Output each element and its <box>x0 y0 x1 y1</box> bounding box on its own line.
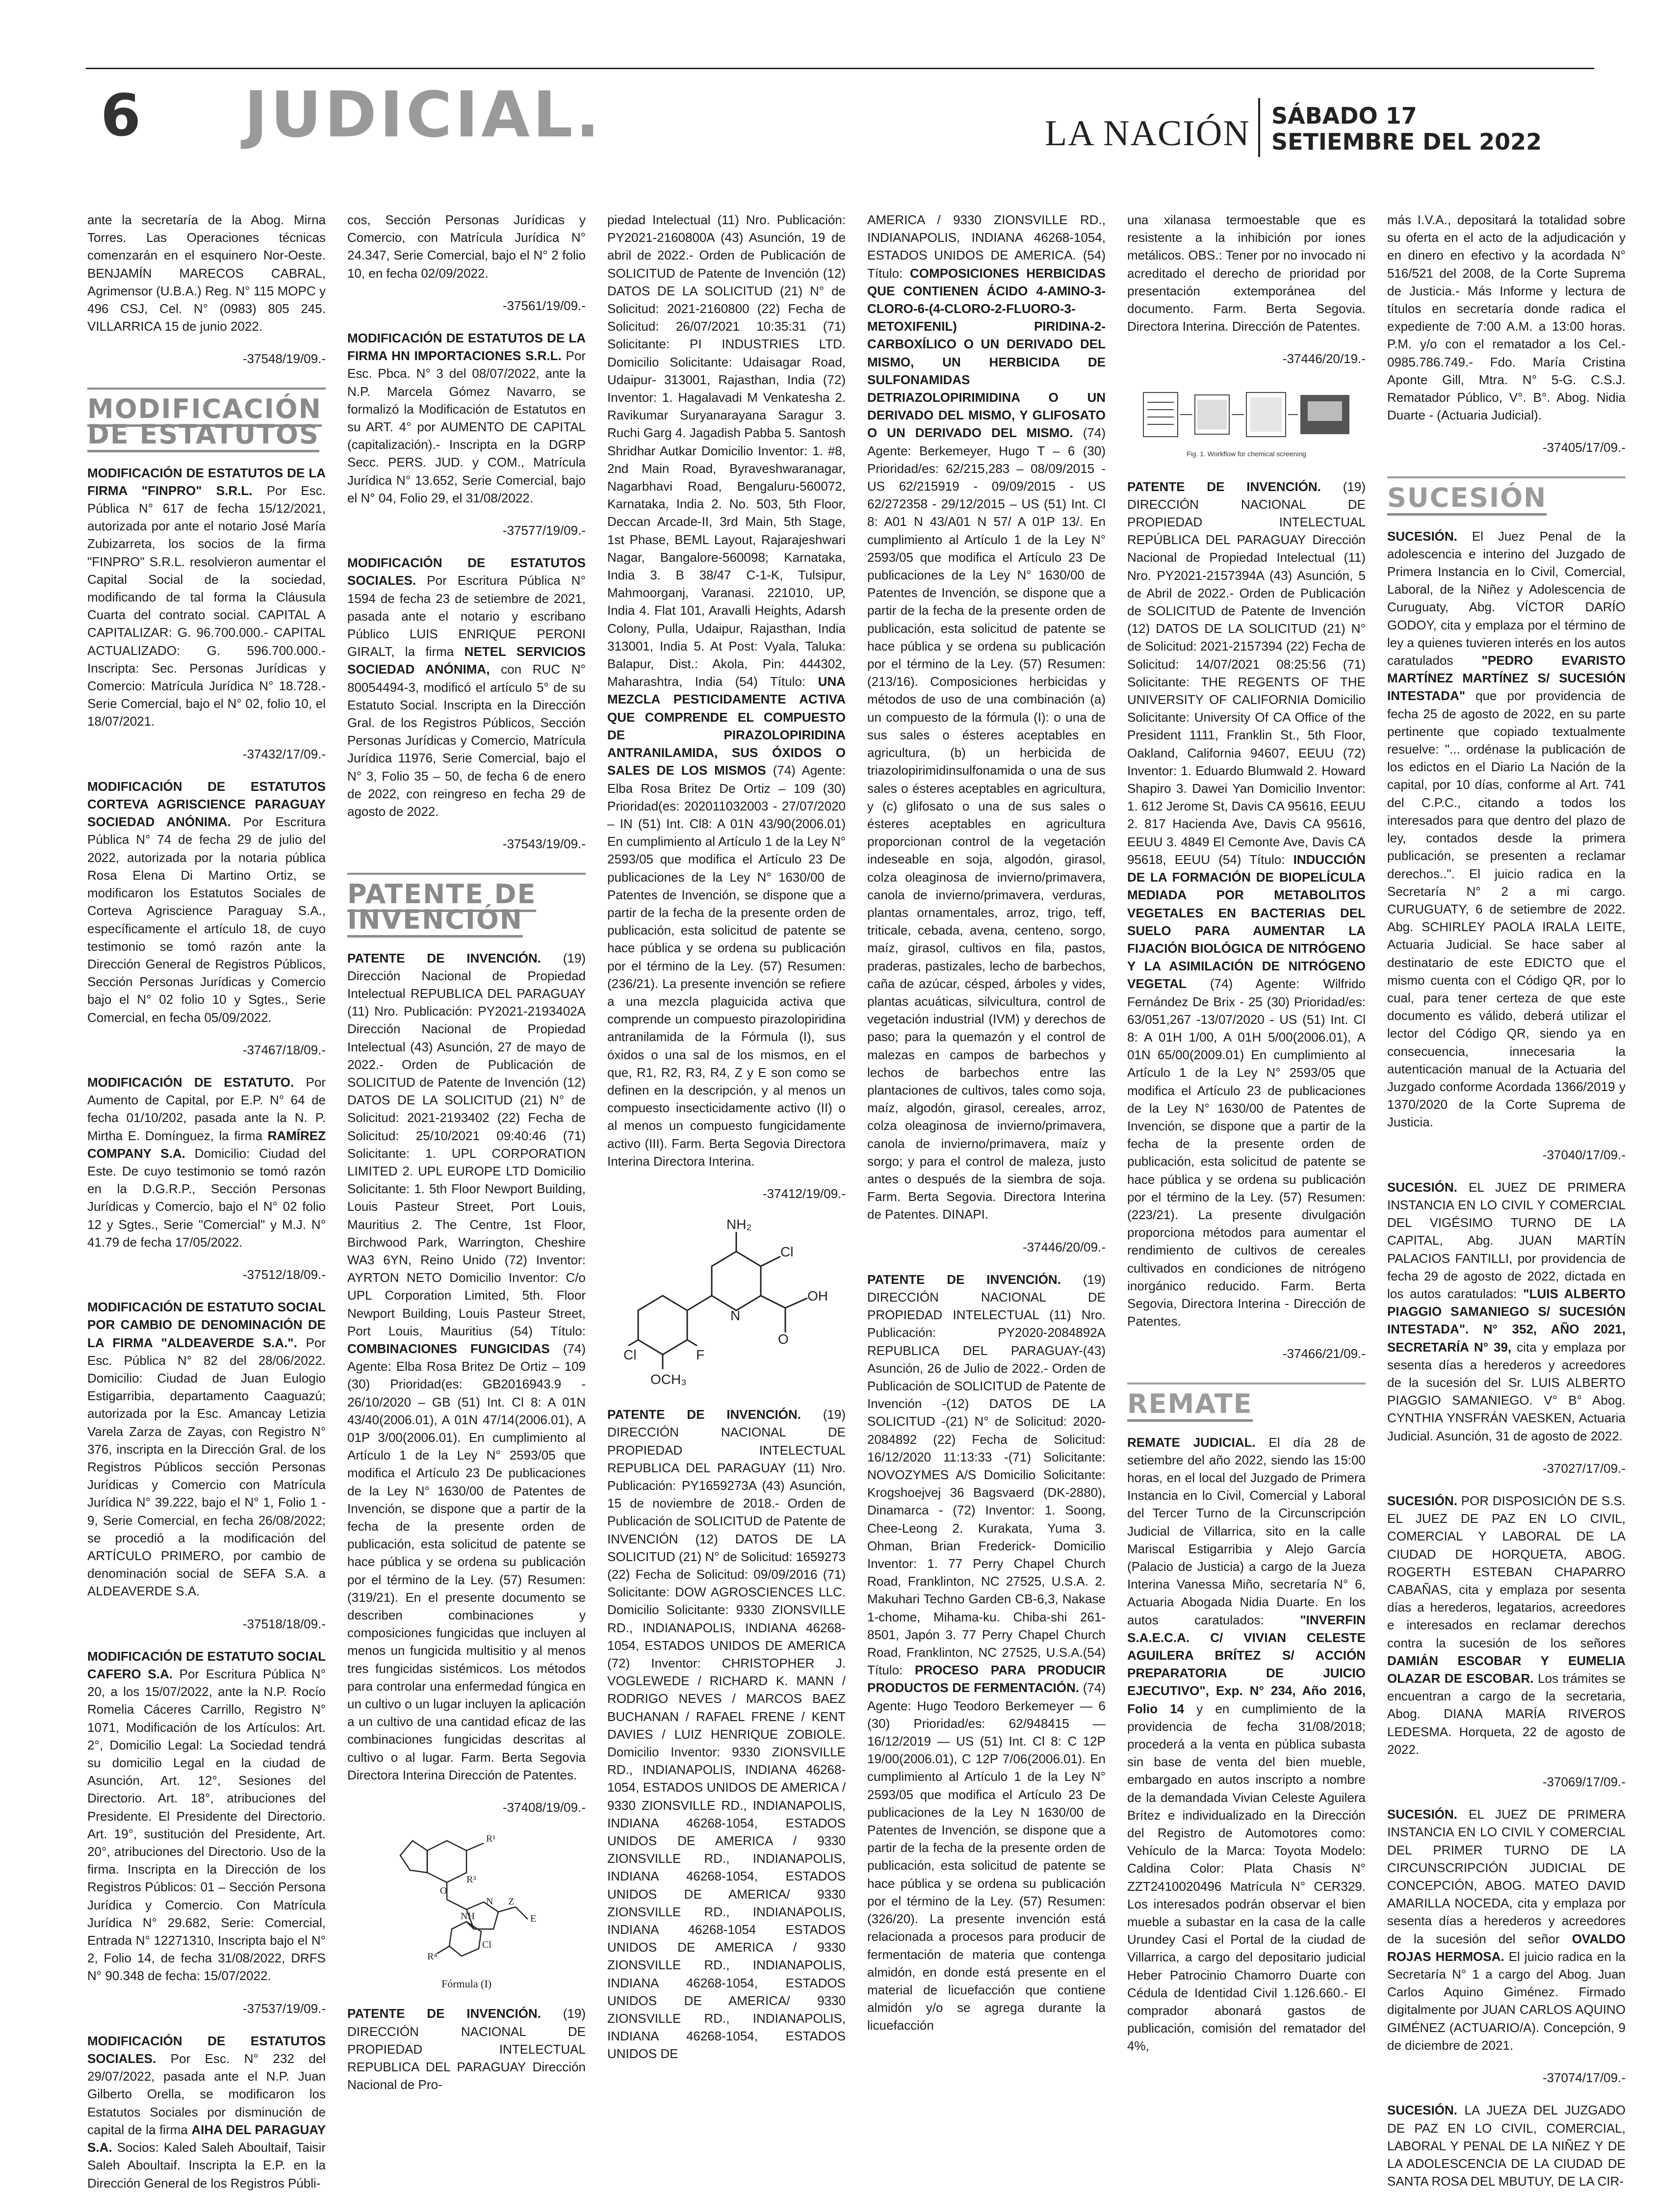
notice-code: -37467/18/09.- <box>242 1042 326 1057</box>
page-number: 6 <box>101 81 141 149</box>
notice-code: -37543/19/09.- <box>502 836 586 852</box>
notice-code: -37446/20/19.- <box>1282 351 1366 366</box>
patent-title: COMPOSICIONES HERBICIDAS QUE CONTIENEN ÁCIDO 4-AMINO-3-CLORO-6-(4-CLORO-2-FLUORO-3-METOXIFENIL) PIRIDINA-2-CARBOXÍLICO O UN DERIVADO DEL MISMO, UN HERBICIDA DE SULFONAMIDAS DETRIAZOLOPIRIMIDINA O UN DERIVADO DEL MISMO, Y GLIFOSATO O UN DERIVADO DEL MISMO. <box>867 265 1106 441</box>
notice-title: PATENTE DE INVENCIÓN. <box>347 950 541 966</box>
notice-body: cita y emplaza por sesenta días a herederos y acreedores de la sucesión del Sr. LUIS ALBERTO PIAGGIO SAMANIEGO. V° B° Abog. CYNTHIA YNSFRÁN VAESKEN, Actuaria Judicial. Asunción, 31 de agosto de 2022. <box>1387 1339 1626 1443</box>
notice-body: (19) DIRECCIÓN NACIONAL DE PROPIEDAD INTELECTUAL REPUBLICA DEL PARAGUAY Dirección Nacional de Pro- <box>347 2006 586 2092</box>
workflow-figure <box>1138 383 1354 466</box>
section-heading-text: SUCESIÓN <box>1387 482 1547 516</box>
notice-code: -37432/17/09.- <box>242 746 326 761</box>
notice-body: con RUC N° 80054494-3, modificó el artículo 5° de su Estatuto Social. Inscripta en la Dirección Gral. de los Registros Públicos, Sección Personas Jurídicas y Comercio, Matrícula Jurídica 11976, Serie Comercial, bajo el N° 3, Folio 35 – 50, de fecha 6 de enero de 2022, con reingreso en fecha 29 de agosto de 2022. <box>347 662 586 819</box>
notice-body: (74) Agente: Berkemeyer, Hugo T – 6 (30) Prioridad/es: 62/215,283 – 08/09/2015 - US 62/215919 - 09/09/2015 - US 62/272358 - 29/12/2015 – US (51) Int. Cl 8: A01 N 43/A01 N 57/ A 01P 13/. En cumplimiento al Artículo 1 de la Ley N° 2593/05 que modifica el Artículo 23 De publicaciones de la Ley N° 1630/00 de Patentes de Invención, se dispone que a partir de la fecha de la presente orden de publicación, esta solicitud de patente se hace pública y se ordena su publicación por el término de la Ley. (57) Resumen: (213/16). Composiciones herbicidas y métodos de uso de una combinación (a) un compuesto de la fórmula (I): o una de sus sales o ésteres aceptables en agricultura, (b) un herbicida de triazolopirimidinsulfonamida o una de sus sales o ésteres aceptables en agricultura, y (c) glifosato o una de sus sales o ésteres aceptables en agricultura proporcionan control de la vegetación indeseable en soja, algodón, girasol, colza oleaginosa de invierno/primavera, canola de invierno/primavera, verduras, plantas ornamentales, arroz, trigo, teff, triticale, cebada, avena, centeno, sorgo, maíz, girasol, cultivos en fila, pastos, praderas, pastizales, lecho de barbechos, caña de azúcar, césped, árboles y vides, plantas acuáticas, silvicultura, control de vegetación industrial (IVM) y derechos de paso; para la quemazón y el control de malezas en campos de barbechos y lechos de barbechos entre las plantaciones de cultivos, tales como soja, maíz, algodón, girasol, cereales, arroz, colza oleaginosa de invierno/primavera, canola de invierno/primavera, maíz y sorgo; y para el control de maleza, justo antes o después de la siembra de soja. Farm. Berta Segovia. Directora Interina de Patentes. DINAPI. <box>867 425 1106 1222</box>
figure-caption: Fórmula (I) <box>441 1978 492 1990</box>
notice <box>1387 1492 1626 1758</box>
notice-code: -37408/19/09.- <box>502 1800 586 1815</box>
notice-body: que por providencia de fecha 25 de agosto de 2022, en su parte pertinente que copiado textualmente resuelve: "... ordénase la publicación de los edictos en el Diario La Nación de la capital, por 10 días, conforme al Art. 741 del C.P.C., citando a todos los interesados para que dentro del plazo de ley, contados desde la primera publicación, se presenten a reclamar derechos..". El juicio radica en la Secretaría N° 2 a mi cargo. CURUGUATY, 6 de setiembre de 2022. Abg. SCHIRLEY PAOLA IRALA LEITE, Actuaria Judicial. Se hace saber al destinatario de este EDICTO que el mismo cuenta con el Código QR, por lo cual, para tener certeza de que este documento es válido, deberá utilizar el lector del Código QR, siendo ya en consecuencia, innecesaria la autenticación manual de la Actuaria del Juzgado conforme Acordada 1366/2019 y 1370/2020 de la Corte Suprema de Justicia. <box>1387 688 1626 1130</box>
notice-text: más I.V.A., depositará la totalidad sobre su oferta en el acto de la adjudicación y en dinero en efectivo y la acordada N° 516/521 del 2008, de la Corte Suprema de Justicia.- Más Informe y lectura de títulos en secretaría donde radica el expediente de 7:00 A.M. a 13:00 horas. P.M. y/o con el rematador a los Cel.- 0985.786.749.- Fdo. María Cristina Aponte Gill, Mtra. N° 5-G. C.S.J. Rematador Público, V°. B°. Abog. Nidia Duarte - (Actuaria Judicial). <box>1387 212 1626 423</box>
column-5 <box>1127 211 1366 2124</box>
notice-body: Socios: Kaled Saleh Aboultaif, Taisir Saleh Aboultaif. Inscripta la E.P. en la Dirección General de los Registros Públi- <box>87 2140 326 2191</box>
notice-body: (74) Agente: Elba Rosa Britez De Ortiz – 109 (30) Prioridad(es: 202011032003 - 27/07/2020 – IN (51) Int. Cl8: A 01N 43/90(2006.01) En cumplimiento al Artículo 1 de la Ley N° 2593/05 que modifica el Artículo 23 De publicaciones de la Ley N° 1630/00 de Patentes de Invención, se dispone que a partir de la fecha de la presente orden de publicación, esta solicitud de patente se hace pública y se ordena su publicación por el término de la Ley. (57) Resumen: (236/21). La presente invención se refiere a una mezcla plaguicida activa que comprende un compuesto pirazolopiridina antranilamida de la Fórmula (I), sus óxidos o una sal de los mismos, en el que, R1, R2, R3, R4, Z y E son como se definen en la descripción, y al menos un compuesto insecticidamente activo (II) o al menos un compuesto fungicidamente activo (III). Farm. Berta Segovia Directora Interina Directora Interina. <box>607 763 846 1169</box>
notice-code: -37040/17/09.- <box>1542 1147 1626 1162</box>
section-heading-text: REMATE <box>1127 1388 1253 1422</box>
notice-text: ante la secretaría de la Abog. Mirna Torres. Las Operaciones técnicas comenzarán en el esquinero Nor-Oeste. BENJAMÍN MARECOS CABRAL, Agrimensor (U.B.A.) Reg. N° 115 MOPC y 496 CSJ, Cel. N° (0983) 805 245. VILLARRICA 15 de junio 2022. <box>87 212 326 334</box>
notice <box>87 1647 326 1985</box>
notice <box>607 1406 846 2063</box>
notice <box>1127 1434 1366 2055</box>
notice <box>867 211 1106 1224</box>
notice <box>347 2005 586 2093</box>
notice-body: (74) Agente: Wilfrido Fernández De Brix - 25 (30) Prioridad/es: 63/051,267 -13/07/2020 - US (51) Int. Cl 8: A 01H 1/00, A 01H 5/00(2006.01), A 01N 65/00(2009.01) En cumplimiento al Artículo 1 de la Ley N° 2593/05 que modifica el Artículo 23 de publicaciones de la Ley N° 1630/00 de Patentes de Invención, se dispone que a partir de la fecha de la presente orden de publicación, esta solicitud de patente se hace pública y se ordena su publicación por el término de la Ley. (57) Resumen: (223/21). La presente divulgación proporciona métodos para aumentar el rendimiento de cultivos de cereales cultivados en condiciones de nitrógeno inorgánico reducido. Farm. Berta Segovia, Directora Interina - Dirección de Patentes. <box>1127 976 1366 1329</box>
patent-title: PROCESO PARA PRODUCIR PRODUCTOS DE FERMENTACIÓN. <box>867 1663 1106 1696</box>
firm-name: AIHA DEL PARAGUAY S.A. <box>87 2122 326 2155</box>
svg-text:N: N <box>730 1308 741 1324</box>
column-3 <box>607 211 846 2124</box>
notice-body: El día 28 de setiembre del año 2022, siendo las 15:00 horas, en el local del Juzgado de Primera Instancia en lo Civil, Comercial y Laboral del Tercer Turno de la Circunscripción Judicial de Villarrica, sito en la calle Mariscal Estigarribia y Alejo García (Palacio de Justicia) a cargo de la Jueza Interina Vanessa Miño, secretaría N° 6, Actuaria Abogada Nidia Duarte. En los autos caratulados: <box>1127 1435 1366 1627</box>
notice-body: Por Esc. Pública N° 82 del 28/06/2022. Domicilio: Ciudad de Juan Eulogio Estigarribia, departamento Caaguazú; autorizada por la Esc. Amancay Letizia Varela Zarza de Zayas, con Registro N° 376, inscripta en la Dirección Gral. de los Registros Públicos sección Personas Jurídicas y Comercio con Matrícula Jurídica N° 39.222, bajo el N° 1, Folio 1 - 9, Serie Comercial, en fecha 26/08/2022; se procedió a la modificación del ARTÍCULO PRIMERO, por cambio de denominación social de SEFA S.A. a ALDEAVERDE S.A. <box>87 1335 326 1599</box>
section-heading-patente <box>347 873 586 933</box>
notice <box>1387 1178 1626 1445</box>
notice <box>867 1271 1106 2035</box>
notice-body: (19) DIRECCIÓN NACIONAL DE PROPIEDAD INTELECTUAL (11) Nro. Publicación: PY2020-2084892A REPUBLICA DEL PARAGUAY-(43) Asunción, 26 de Julio de 2022.- Orden de Publicación de SOLICITUD de Patente de Invención -(12) DATOS DE LA SOLICITUD -(21) N° de Solicitud: 2020-2084892 (22) Fecha de Solicitud: 16/12/2020 11:13:33 -(71) Solicitante: NOVOZYMES A/S Domicilio Solicitante: Krogshoejvej 36 Bagsvaerd (DK-2880), Dinamarca - (72) Inventor: 1. Soong, Chee-Leong 2. Kurakata, Yuma 3. Ohman, Brian Frederick- Domicilio Inventor: 1. 77 Perry Chapel Church Road, Franklinton, NC 27525, U.S.A. 2. Makuhari Techno Garden CB-6,3, Nakase 1-chome, Mihama-ku. Chiba-shi 261-8501, Japón 3. 77 Perry Chapel Church Road, Franklinton, NC 27525, U.S.A.(54) Título: <box>867 1272 1106 1678</box>
notice-text: cos, Sección Personas Jurídicas y Comercio, con Matrícula Jurídica N° 24.347, Serie Comercial, bajo el N° 2 folio 10, en fecha 02/09/2022. <box>347 212 586 281</box>
svg-text:Cl: Cl <box>780 1244 794 1260</box>
notice-title: SUCESIÓN. <box>1387 2103 1458 2118</box>
notice-code: -37537/19/09.- <box>242 2001 326 2016</box>
notice-body: LA JUEZA DEL JUZGADO DE PAZ EN LO CIVIL, COMERCIAL, LABORAL Y PENAL DE LA NIÑEZ Y DE LA ADOLESCENCIA DE LA CIUDAD DE SANTA ROSA DEL MBUTUY, DE LA CIR- <box>1387 2103 1626 2189</box>
notice-body: Domicilio: Ciudad del Este. De cuyo testimonio se tomó razón en la D.G.R.P., Sección Personas Jurídicas y Comercio, bajo el N° 02 folio 12 y Sgtes., Serie "Comercial" y M.J. N° 41.79 de fecha 17/05/2022. <box>87 1146 326 1250</box>
svg-text:R¹: R¹ <box>486 1833 496 1845</box>
notice-code: -37412/19/09.- <box>762 1186 846 1201</box>
notice-title: MODIFICACIÓN DE ESTATUTOS DE LA FIRMA HN IMPORTACIONES S.R.L. <box>347 331 586 364</box>
notice-body: El juicio radica en la Secretaría N° 1 a cargo del Abog. Juan Carlos Aquino Giménez. Firmado digitalmente por JUAN CARLOS AQUINO GIMÉNEZ (ACTUARIO/A). Concepción, 9 de diciembre de 2021. <box>1387 1949 1626 2053</box>
notice-body: Por Esc. Pbca. N° 3 del 08/07/2022, ante la N.P. Marcela Gómez Navarro, se formalizó la Modificación de Estatutos en su ART. 4° por AUMENTO DE CAPITAL (capitalización).- Inscripta en la DGRP Secc. PERS. JUD. y COM., Matrícula Jurídica N° 13.652, Serie Comercial, bajo el N° 04, Folio 29, el 31/08/2022. <box>347 348 586 505</box>
notice-text: una xilanasa termoestable que es resistente a la inhibición por iones metálicos. OBS.: Tener por no invocado ni acreditado el derecho de prioridad por presentación extemporánea del documento. Farm. Berta Segovia. Directora Interina. Dirección de Patentes. <box>1127 212 1366 334</box>
notice-code: -37518/18/09.- <box>242 1616 326 1631</box>
notice-code: -37548/19/09.- <box>242 351 326 366</box>
column-1 <box>87 211 326 2191</box>
svg-text:Cl: Cl <box>623 1347 637 1363</box>
notice-title: SUCESIÓN. <box>1387 1179 1458 1195</box>
notice-title: SUCESIÓN. <box>1387 1493 1458 1508</box>
chemical-structure-figure <box>623 1217 829 1394</box>
notice <box>1387 2101 1626 2190</box>
patent-title: UNA MEZCLA PESTICIDAMENTE ACTIVA QUE COMPRENDE EL COMPUESTO DE PIRAZOLOPIRIDINA ANTRANILAMIDA, SUS ÓXIDOS O SALES DE LOS MISMOS <box>607 674 846 778</box>
notice-body: EL JUEZ DE PRIMERA INSTANCIA EN LO CIVIL Y COMERCIAL DEL VIGÉSIMO TURNO DE LA CAPITAL, Abg. JUAN MARTÍN PALACIOS FANTILLI, por providencia de fecha 29 de agosto de 2022, dictada en los autos caratulados: <box>1387 1179 1626 1301</box>
notice-code: -37069/17/09.- <box>1542 1774 1626 1790</box>
notice-body: EL JUEZ DE PRIMERA INSTANCIA EN LO CIVIL Y COMERCIAL DEL PRIMER TURNO DE LA CIRCUNSCRIPCIÓN JUDICIAL DE CONCEPCIÓN, ABOG. MATEO DAVID AMARILLA NOCEDA, cita y emplaza por sesenta días a herederos y acreedores de la sucesión del señor <box>1387 1807 1626 1946</box>
case-title: "PEDRO EVARISTO MARTÍNEZ MARTÍNEZ S/ SUCESIÓN INTESTADA" <box>1387 653 1626 704</box>
svg-text:NH: NH <box>461 1911 475 1922</box>
svg-text:OH: OH <box>807 1288 828 1304</box>
figure-caption: Fig. 1. Workflow for chemical screening <box>1186 449 1307 458</box>
notice-body: Por Aumento de Capital, por E.P. N° 64 de fecha 01/10/202, pasada ante la N. P. Mirtha E. Domínguez, la firma <box>87 1074 326 1143</box>
section-heading-modificacion <box>87 388 326 450</box>
case-title: "INVERFIN S.A.E.C.A. C/ VIVIAN CELESTE AGUILERA BRÍTEZ S/ ACCIÓN PREPARATORIA DE JUICIO EJECUTIVO", Exp. N° 234, Año 2016, Folio 14 <box>1127 1612 1366 1716</box>
notice-body: (19) Dirección Nacional de Propiedad Intelectual REPUBLICA DEL PARAGUAY (11) Nro. Publicación: PY2021-2193402A Dirección Nacional de Propiedad Intelectual (43) Asunción, 27 de mayo de 2022.- Orden de Publicación de SOLICITUD de Patente de Invención (12) DATOS DE LA SOLICITUD (21) N° de Solicitud: 2021-2193402 (22) Fecha de Solicitud: 25/10/2021 09:40:46 (71) Solicitante: 1. UPL CORPORATION LIMITED 2. UPL EUROPE LTD Domicilio Solicitante: 1. 5th Floor Newport Building, Louis Pasteur Street, Port Louis, Mauritius 2. The Centre, 1st Floor, Birchwood Park, Warrington, Cheshire WA3 6YN, Reino Unido (72) Inventor: AYRTON NETO Domicilio Inventor: C/o UPL Corporation Limited, 5th. Floor Newport Building, Louis Pasteur Street, Port Louis, Mauritius (54) Título: <box>347 950 586 1338</box>
header-divider <box>1258 98 1260 157</box>
notice <box>607 211 846 1170</box>
section-heading-sucesion <box>1387 476 1626 511</box>
patent-title: INDUCCIÓN DE LA FORMACIÓN DE BIOPELÍCULA MEDIADA POR METABOLITOS VEGETALES EN BACTERIAS DEL SUELO PARA AUMENTAR LA FIJACIÓN BIOLÓGICA DE NITRÓGENO Y LA ASIMILACIÓN DE NITRÓGENO VEGETAL <box>1127 852 1366 992</box>
notice-body: El Juez Penal de la adolescencia e interino del Juzgado de Primera Instancia en lo Civil, Comercial, Laboral, de la Niñez y Adolescencia de Curuguaty, Abg. VÍCTOR DARÍO GODOY, cita y emplaza por el término de ley a quienes tuvieren interés en los autos caratulados <box>1387 528 1626 668</box>
notice-title: MODIFICACIÓN DE ESTATUTO. <box>87 1074 294 1090</box>
notice-title: MODIFICACIÓN DE ESTATUTOS DE LA FIRMA "FINPRO" S.R.L. <box>87 465 326 498</box>
notice-title: PATENTE DE INVENCIÓN. <box>607 1407 801 1422</box>
notice-code: -37561/19/09.- <box>502 298 586 313</box>
notice-code: -37446/20/09.- <box>1022 1239 1106 1254</box>
section-heading-remate <box>1127 1383 1366 1417</box>
svg-text:N: N <box>486 1896 493 1907</box>
notice <box>347 554 586 820</box>
notice-code: -37577/19/09.- <box>502 523 586 538</box>
chemical-structure-figure <box>393 1831 540 1963</box>
page-header <box>0 0 1680 157</box>
newspaper-logo: LA NACIÓN <box>1045 113 1250 154</box>
notice-title: MODIFICACIÓN DE ESTATUTO SOCIAL POR CAMBIO DE DENOMINACIÓN DE LA FIRMA "ALDEAVERDE S.A.". <box>87 1300 326 1350</box>
section-heading-text: PATENTE DE INVENCIÓN <box>347 879 536 938</box>
svg-text:Z: Z <box>508 1896 515 1907</box>
notice <box>347 949 586 1784</box>
notice-body: (74) Agente: Hugo Teodoro Berkemeyer — 6 (30) Prioridad/es: 62/948415 — 16/12/2019 — US (51) Int. Cl 8: C 12P 19/00(2006.01), C 12P 7/06(2006.01). En cumplimiento al Artículo 1 de la Ley N° 2593/05 que modifica el Artículo 23 De publicaciones de la Ley N 1630/00 de Patentes de Invención, se dispone que a partir de la fecha de la presente orden de publicación, esta solicitud de patente se hace pública y se ordena su publicación por el término de la Ley. (57) Resumen: (326/20). La presente invención está relacionada a procesos para producir de fermentación de materia que contenga almidón, en donde está presente en el material de licuefacción que contiene almidón y/o se agrega durante la licuefacción <box>867 1680 1106 2033</box>
case-title: DAMIÁN ESCOBAR Y EUMELIA OLAZAR DE ESCOBAR. <box>1387 1653 1626 1686</box>
notice <box>1387 1805 1626 2054</box>
svg-text:R³: R³ <box>466 1874 476 1885</box>
notice <box>87 2032 326 2192</box>
section-heading-text: MODIFICACIÓN DE ESTATUTOS <box>87 393 322 452</box>
notice-title: PATENTE DE INVENCIÓN. <box>1127 479 1321 494</box>
notice-title: MODIFICACIÓN DE ESTATUTO SOCIAL CAFERO S.A. <box>87 1648 326 1682</box>
notice-body: Por Esc. N° 232 del 29/07/2022, pasada ante el N.P. Juan Gilberto Orella, se modificaron los Estatutos Sociales por disminución de capital de la firma <box>87 2051 326 2137</box>
notice-body: Por Escritura Pública N° 20, a los 15/07/2022, ante la N.P. Rocío Romelia Cáceres Carrillo, Registro N° 1071, Modificación de los Artículos: Art. 2°, Domicilio Legal: La Sociedad tendrá su domicilio Legal en la ciudad de Asunción, Art. 12°, Sesiones del Directorio. Art. 18°, atribuciones del Presidente. El Presidente del Directorio. Art. 19°, sustitución del Presidente, Art. 20°, atribuciones del Directorio. Uso de la firma. Inscripta en la Dirección de los Registros Públicos: 01 – Sección Persona Jurídica y Comercio. Con Matrícula Jurídica N° 29.682, Serie: Comercial, Entrada N° 12271310, Inscripta bajo el N° 2, Folio 14, de fecha 31/08/2022, DRFS N° 90.348 de fecha: 15/07/2022. <box>87 1667 326 1983</box>
notice-title: PATENTE DE INVENCIÓN. <box>867 1272 1061 1287</box>
notice-body: (19) DIRECCIÓN NACIONAL DE PROPIEDAD INTELECTUAL REPÚBLICA DEL PARAGUAY Dirección Nacional de Propiedad Intelectual (11) Nro. PY2021-2157394A (43) Asunción, 5 de Abril de 2022.- Orden de Publicación de SOLICITUD de Patente de Invención (12) DATOS DE LA SOLICITUD (21) N° de Solicitud: 2021-2157394 (22) Fecha de Solicitud: 14/07/2021 08:25:56 (71) Solicitante: THE REGENTS OF THE UNIVERSITY OF CALIFORNIA Domicilio Solicitante: University Of CA Office of the President 1111, Franklin St., 5th Floor, Oakland, California 94607, EEUU (72) Inventor: 1. Eduardo Blumwald 2. Howard Shapiro 3. Dawei Yan Domicilio Inventor: 1. 612 Jerome St, Davis CA 95616, EEUU 2. 817 Hacienda Ave, Davis CA 95616, EEUU 3. 4849 El Cemonte Ave, Davis CA 95618, EEUU (54) Título: <box>1127 479 1366 867</box>
case-title: "LUIS ALBERTO PIAGGIO SAMANIEGO S/ SUCESIÓN INTESTADA". N° 352, AÑO 2021, SECRETARÍA N° 39, <box>1387 1286 1626 1355</box>
header-rule <box>86 68 1594 69</box>
notice-code: -37466/21/09.- <box>1282 1346 1366 1361</box>
svg-text:O: O <box>778 1331 789 1347</box>
notice-title: MODIFICACIÓN DE ESTATUTOS SOCIALES. <box>87 2033 326 2066</box>
notice-title: SUCESIÓN. <box>1387 1807 1458 1822</box>
notice-body: Los trámites se encuentran a cargo de la secretaria, Abog. DIANA MARÍA RIVEROS LEDESMA. Horqueta, 22 de agosto de 2022. <box>1387 1671 1626 1757</box>
notice-body: (74) Agente: Elba Rosa Britez De Ortiz – 109 (30) Prioridad(es: GB2016943.9 - 26/10/2020 – GB (51) Int. Cl 8: A 01N 43/40(2006.01), A 01N 47/14(2006.01), A 01P 3/00(2006.01). En cumplimiento al Artículo 1 de la Ley N° 2593/05 que modifica el Artículo 23 De publicaciones de la Ley N° 1630/00 de Patentes de Invención, se dispone que a partir de la fecha de la presente orden de publicación, esta solicitud de patente se hace pública y se ordena su publicación por el término de la Ley. (57) Resumen: (319/21). En el presente documento se describen combinaciones y composiciones fungicidas que incluyen al menos un fungicida multisitio y al menos tres fungicidas sistémicos. Los métodos para controlar una enfermedad fúngica en un cultivo o un lugar incluyen la aplicación a un cultivo de una cantidad eficaz de las combinaciones fungicidas descritas al cultivo o al lugar. Farm. Berta Segovia Directora Interina Dirección de Patentes. <box>347 1341 586 1782</box>
column-6 <box>1387 211 1626 2189</box>
firm-name: NETEL SERVICIOS SOCIEDAD ANÓNIMA, <box>347 644 586 677</box>
notice-title: REMATE JUDICIAL. <box>1127 1435 1256 1450</box>
date-weekday: SÁBADO 17 <box>1271 103 1417 129</box>
svg-text:F: F <box>696 1347 705 1363</box>
svg-text:OCH₃: OCH₃ <box>650 1372 687 1387</box>
notice-code: -37405/17/09.- <box>1542 440 1626 455</box>
notice <box>87 1298 326 1600</box>
svg-text:O: O <box>440 1885 447 1897</box>
svg-text:NH₂: NH₂ <box>726 1217 752 1232</box>
patent-title: COMBINACIONES FUNGICIDAS <box>347 1341 550 1356</box>
svg-text:Cl: Cl <box>482 1939 491 1951</box>
notice-title: SUCESIÓN. <box>1387 528 1458 544</box>
notice-body: POR DISPOSICIÓN DE S.S. EL JUEZ DE PAZ EN LO CIVIL, COMERCIAL Y LABORAL DE LA CIUDAD DE HORQUETA, ABOG. ROGERTH ESTEBAN CHAPARRO CABAÑAS, cita y emplaza por sesenta días a herederos, legatarios, acreedores e interesados en reclamar derechos contra la sucesión de los señores <box>1387 1493 1626 1650</box>
notice <box>87 1073 326 1251</box>
firm-name: RAMÍREZ COMPANY S.A. <box>87 1128 326 1161</box>
notice <box>1127 478 1366 1331</box>
notice-body: piedad Intelectual (11) Nro. Publicación: PY2021-2160800A (43) Asunción, 19 de abril de 2022.- Orden de Publicación de SOLICITUD de Patente de Invención (12) DATOS DE LA SOLICITUD (21) N° de Solicitud: 2021-2160800 (22) Fecha de Solicitud: 26/07/2021 10:35:31 (71) Solicitante: PI INDUSTRIES LTD. Domicilio Solicitante: Udaisagar Road, Udaipur- 313001, Rajasthan, India (72) Inventor: 1. Hagalavadi M Venkatesha 2. Ravikumar Suryanarayana Saragur 3. Ruchi Garg 4. Jagadish Pabba 5. Santosh Shridhar Autkar Domicilio Inventor: 1. #8, 2nd Main Road, Byraveshwaranagar, Nagarbhavi Road, Bengaluru-560072, Karnataka, India 2. No. 503, 5th Floor, Deccan Arcade-II, 3rd Main, 5th Stage, 1st Phase, BEML Layout, Rajarajeshwari Nagar, Bangalore-560098; Karnataka, India 3. B 38/47 C-1-K, Tulsipur, Mahmoorganj, Varanasi. 221010, UP, India 4. Flat 101, Aravalli Heights, Adarsh Colony, Pulla, Udaipur, Rajasthan, India 313001, India 5. At Post: Vyala, Taluka: Balapur, Dist.: Akola, Pin: 444302, Maharashtra, India (54) Título: <box>607 212 846 689</box>
notice-body: AMERICA / 9330 ZIONSVILLE RD., INDIANAPOLIS, INDIANA 46268-1054, ESTADOS UNIDOS DE AMERICA. (54) Título: <box>867 212 1106 281</box>
notice <box>347 329 586 507</box>
column-2 <box>347 211 586 2124</box>
date-month-year: SETIEMBRE DEL 2022 <box>1271 129 1542 155</box>
notice-body: Por Escritura Pública N° 1594 de fecha 23 de setiembre de 2021, pasada ante el notario y escribano Público LUIS ENRIQUE PERONI GIRALT, la firma <box>347 573 586 659</box>
notice-title: PATENTE DE INVENCIÓN. <box>347 2006 541 2021</box>
notice-code: -37512/18/09.- <box>242 1267 326 1282</box>
case-title: OVALDO ROJAS HERMOSA. <box>1387 1931 1626 1964</box>
notice-title: MODIFICACIÓN DE ESTATUTOS SOCIALES. <box>347 555 586 588</box>
notice <box>87 778 326 1026</box>
column-4 <box>867 211 1106 2124</box>
notice-code: -37027/17/09.- <box>1542 1461 1626 1476</box>
notice-body: Por Escritura Pública N° 74 de fecha 29 de julio del 2022, autorizada por la notaria pública Rosa Elena Di Martino Ortiz, se modificaron los Estatutos Sociales de Corteva Agriscience Paraguay S.A., específicamente el artículo 18, de cuyo testimonio se tomó razón ante la Dirección General de Registros Públicos, Sección Personas Jurídicas y Comercio bajo el N° 02 folio 10 y Sgtes., Serie Comercial, en fecha 05/09/2022. <box>87 814 326 1025</box>
notice-title: MODIFICACIÓN DE ESTATUTOS CORTEVA AGRISCIENCE PARAGUAY SOCIEDAD ANÓNIMA. <box>87 779 326 830</box>
notice-body: Por Esc. Pública N° 617 de fecha 15/12/2021, autorizada por ante el notario José María Zubizarreta, los socios de la firma "FINPRO" S.R.L. resolvieron aumentar el Capital Social de la sociedad, modificando de tal forma la Cláusula Cuarta del contrato social. CAPITAL A CAPITALIZAR: G. 96.700.000.- CAPITAL ACTUALIZADO: G. 596.700.000.- Inscripta: Sec. Personas Jurídicas y Comercio: Matrícula Jurídica N° 18.728.- Serie Comercial, bajo el N° 02, folio 10, el 18/07/2021. <box>87 483 326 729</box>
svg-text:R⁴: R⁴ <box>427 1951 438 1962</box>
notice <box>87 464 326 731</box>
notice <box>1387 527 1626 1131</box>
notice-body: y en cumplimiento de la providencia de fecha 31/08/2018; procederá a la venta en pública subasta sin base de venta del bien mueble, embargado en autos inscripto a nombre de la demandada Vivian Celeste Aguilera Brítez e individualizado en la Dirección del Registro de Automotores como: Vehículo de la Marca: Toyota Modelo: Caldina Color: Plata Chasis N° ZZT2410020496 Matrícula N° CER329. Los interesados podrán observar el bien mueble a subastar en la casa de la calle Urundey Casi el Portal de la ciudad de Villarrica, a cargo del depositario judicial Heber Patrocinio Chamorro Duarte con Cédula de Identidad Civil 1.126.660.- El comprador abonará gastos de publicación, comisión del rematador del 4%, <box>1127 1701 1366 2054</box>
notice-code: -37074/17/09.- <box>1542 2070 1626 2086</box>
svg-text:E: E <box>530 1913 537 1925</box>
section-title: JUDICIAL. <box>244 78 603 152</box>
notice-body: (19) DIRECCIÓN NACIONAL DE PROPIEDAD INTELECTUAL REPUBLICA DEL PARAGUAY (11) Nro. Publicación: PY1659273A (43) Asunción, 15 de noviembre de 2018.- Orden de Publicación de SOLICITUD de Patente de INVENCIÓN (12) DATOS DE LA SOLICITUD (21) N° de Solicitud: 1659273 (22) Fecha de Solicitud: 09/09/2016 (71) Solicitante: DOW AGROSCIENCES LLC. Domicilio Solicitante: 9330 ZIONSVILLE RD., INDIANAPOLIS, INDIANA 46268-1054, ESTADOS UNIDOS DE AMERICA (72) Inventor: CHRISTOPHER J. VOGLEWEDE / RICHARD K. MANN / RODRIGO NEVES / MARCOS BAEZ BUCHANAN / RAFAEL FRENE / KENT DAVIES / LUIZ HENRIQUE ZOBIOLE. Domicilio Inventor: 9330 ZIONSVILLE RD., INDIANAPOLIS, INDIANA 46268-1054, ESTADOS UNIDOS DE AMERICA / 9330 ZIONSVILLE RD., INDIANAPOLIS, INDIANA 46268-1054, ESTADOS UNIDOS DE AMERICA / 9330 ZIONSVILLE RD., INDIANAPOLIS, INDIANA 46268-1054, ESTADOS UNIDOS DE AMERICA/ 9330 ZIONSVILLE RD., INDIANAPOLIS, INDIANA 46268-1054 ESTADOS UNIDOS DE AMERICA / 9330 ZIONSVILLE RD., INDIANAPOLIS, INDIANA 46268-1054, ESTADOS UNIDOS DE AMERICA/ 9330 ZIONSVILLE RD., INDIANAPOLIS, INDIANA 46268-1054, ESTADOS UNIDOS DE <box>607 1407 846 2062</box>
